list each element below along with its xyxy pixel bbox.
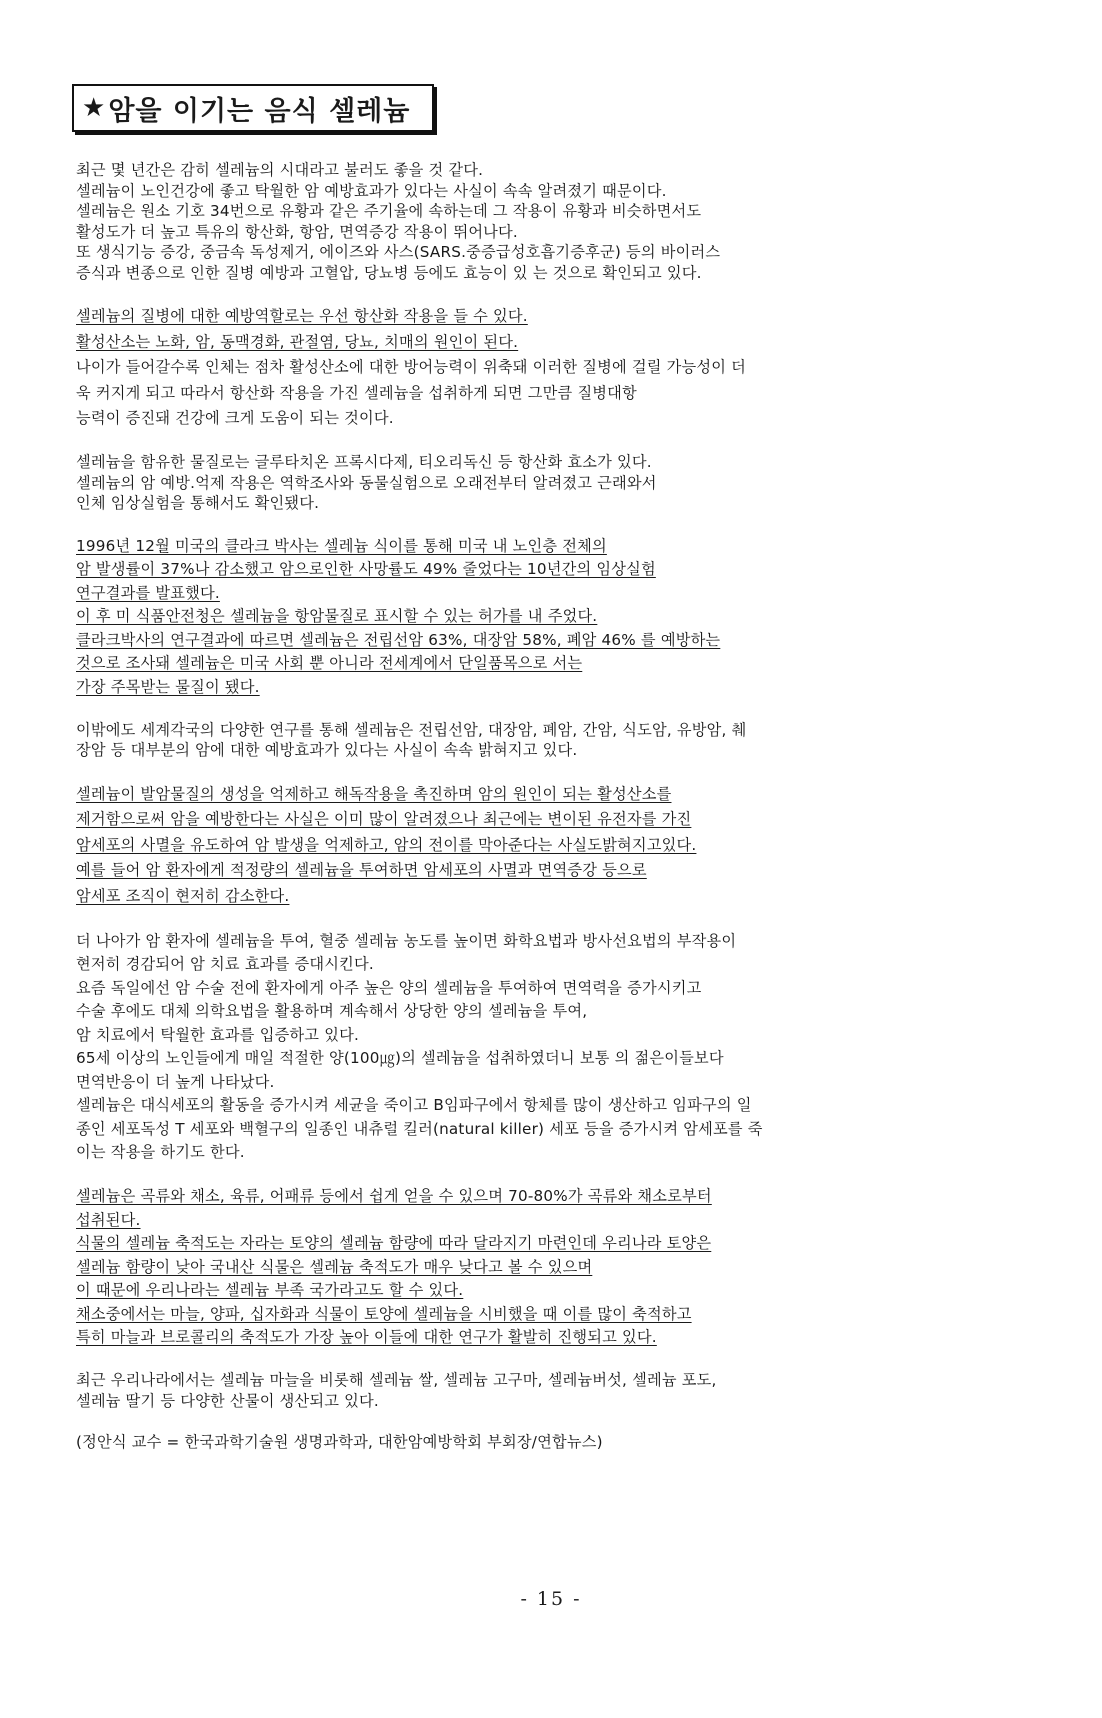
- text-line: [76, 1118, 976, 1142]
- text-line: [76, 452, 976, 473]
- text-line: [76, 740, 976, 761]
- line-text: (정안식 교수 = 한국과학기술원 생명과학과, 대한암예방학회 부회장/연합뉴스): [76, 1433, 603, 1452]
- text-line: [76, 263, 976, 284]
- text-line: [76, 1370, 976, 1391]
- text-line: [76, 977, 976, 1001]
- paragraph: [76, 720, 976, 761]
- underlined-text: 암 발생률이 37%나 감소했고 암으로인한 사망률도 49% 줄었다는 10년간의 임상실험: [76, 560, 656, 579]
- text-line: [76, 473, 976, 494]
- article-body: [76, 160, 976, 1473]
- paragraph: [76, 535, 976, 700]
- underlined-text: 예를 들어 암 환자에게 적정량의 셀레늄을 투여하면 암세포의 사멸과 면역증강 등으로: [76, 861, 647, 879]
- line-text: 종인 세포독성 T 세포와 백혈구의 일종인 내츄럴 킬러(natural killer) 세포 등을 증가시켜 암세포를 죽: [76, 1119, 763, 1138]
- paragraph: [76, 930, 976, 1165]
- underlined-text: 셀레늄이 발암물질의 생성을 억제하고 해독작용을 촉진하며 암의 원인이 되는 활성산소를: [76, 784, 672, 803]
- text-line: [76, 242, 976, 263]
- line-text: 셀레늄은 대식세포의 활동을 증가시켜 세균을 죽이고 B임파구에서 항체를 많이 생산하고 임파구의 일: [76, 1096, 752, 1115]
- text-line: [76, 330, 976, 356]
- underlined-text: 제거함으로써 암을 예방한다는 사실은 이미 많이 알려졌으나 최근에는 변이된 유전자를 가진: [76, 810, 692, 828]
- underlined-text: 섭취된다.: [76, 1210, 141, 1229]
- line-text: 셀레늄의 암 예방.억제 작용은 역학조사와 동물실험으로 오래전부터 알려졌고 근래와서: [76, 473, 657, 492]
- text-line: [76, 1232, 976, 1256]
- line-text: 65세 이상의 노인들에게 매일 적절한 양(100㎍)의 셀레늄을 섭취하였더니 보통 의 젊은이들보다: [76, 1049, 724, 1068]
- underlined-text: 셀레늄은 곡류와 채소, 육류, 어패류 등에서 쉽게 얻을 수 있으며 70-80%가 곡류와 채소로부터: [76, 1187, 712, 1206]
- line-text: 셀레늄을 함유한 물질로는 글루타치온 프록시다제, 티오리독신 등 항산화 효소가 있다.: [76, 453, 652, 472]
- text-line: [76, 1326, 976, 1350]
- text-line: [76, 558, 976, 582]
- paragraph: [76, 1185, 976, 1350]
- line-text: 셀레늄은 원소 기호 34번으로 유황과 같은 주기율에 속하는데 그 작용이 유황과 비슷하면서도: [76, 202, 702, 221]
- line-text: 장암 등 대부분의 암에 대한 예방효과가 있다는 사실이 속속 밝혀지고 있다.: [76, 741, 578, 760]
- underlined-text: 연구결과를 발표했다.: [76, 583, 220, 602]
- text-line: [76, 858, 976, 884]
- text-line: [76, 1185, 976, 1209]
- line-text: 요즘 독일에선 암 수술 전에 환자에게 아주 높은 양의 셀레늄을 투여하여 면역력을 증가시키고: [76, 978, 702, 997]
- text-line: [76, 1256, 976, 1280]
- underlined-text: 채소중에서는 마늘, 양파, 십자화과 식물이 토양에 셀레늄을 시비했을 때 이를 많이 축적하고: [76, 1304, 692, 1323]
- paragraph: [76, 304, 976, 432]
- article-title: 암을 이기는 음식 셀레늄: [108, 95, 411, 127]
- text-line: [76, 1094, 976, 1118]
- text-line: [76, 953, 976, 977]
- underlined-text: 이 후 미 식품안전청은 셀레늄을 항암물질로 표시할 수 있는 허가를 내 주었다.: [76, 607, 598, 626]
- line-text: 나이가 들어갈수록 인체는 점차 활성산소에 대한 방어능력이 위축돼 이러한 질병에 걸릴 가능성이 더: [76, 358, 747, 377]
- text-line: [76, 629, 976, 653]
- text-line: [76, 676, 976, 700]
- line-text: 수술 후에도 대체 의학요법을 활용하며 계속해서 상당한 양의 셀레늄을 투여,: [76, 1002, 588, 1021]
- text-line: [76, 1000, 976, 1024]
- text-line: [76, 1391, 976, 1412]
- line-text: 더 나아가 암 환자에 셀레늄을 투여, 혈중 셀레늄 농도를 높이면 화학요법과 방사선요법의 부작용이: [76, 931, 737, 950]
- text-line: [76, 807, 976, 833]
- line-text: 최근 몇 년간은 감히 셀레늄의 시대라고 불러도 좋을 것 같다.: [76, 161, 484, 179]
- text-line: [76, 1071, 976, 1095]
- text-line: [76, 355, 976, 381]
- text-line: [76, 535, 976, 559]
- line-text: 면역반응이 더 높게 나타났다.: [76, 1072, 275, 1091]
- underlined-text: 암세포 조직이 현저히 감소한다.: [76, 886, 290, 905]
- line-text: 능력이 증진돼 건강에 크게 도움이 되는 것이다.: [76, 409, 394, 428]
- line-text: 이는 작용을 하기도 한다.: [76, 1143, 245, 1162]
- text-line: [76, 582, 976, 606]
- underlined-text: 클라크박사의 연구결과에 따르면 셀레늄은 전립선암 63%, 대장암 58%, 폐암 46% 를 예방하는: [76, 630, 721, 649]
- page-number: - 15 -: [520, 1588, 582, 1610]
- line-text: 활성도가 더 높고 특유의 항산화, 항암, 면역증강 작용이 뛰어나다.: [76, 222, 518, 241]
- text-line: [76, 833, 976, 859]
- text-line: [76, 930, 976, 954]
- star-icon: ★: [82, 93, 107, 123]
- text-line: [76, 1209, 976, 1233]
- underlined-text: 셀레늄 함량이 낮아 국내산 식물은 셀레늄 축적도가 매우 낮다고 볼 수 있으며: [76, 1257, 593, 1276]
- paragraph: [76, 452, 976, 514]
- text-line: [76, 605, 976, 629]
- underlined-text: 이 때문에 우리나라는 셀레늄 부족 국가라고도 할 수 있다.: [76, 1281, 464, 1300]
- line-text: 암 치료에서 탁월한 효과를 입증하고 있다.: [76, 1025, 359, 1044]
- line-text: 인체 임상실험을 통해서도 확인됐다.: [76, 494, 320, 513]
- underlined-text: 셀레늄의 질병에 대한 예방역할로는 우선 항산화 작용을 들 수 있다.: [76, 307, 528, 326]
- line-text: 셀레늄 딸기 등 다양한 산물이 생산되고 있다.: [76, 1391, 379, 1410]
- line-text: 최근 우리나라에서는 셀레늄 마늘을 비롯해 셀레늄 쌀, 셀레늄 고구마, 셀레늄버섯, 셀레늄 포도,: [76, 1371, 717, 1390]
- text-line: [76, 652, 976, 676]
- text-line: [76, 160, 976, 181]
- paragraph: [76, 160, 976, 284]
- text-line: [76, 720, 976, 741]
- line-text: 이밖에도 세계각국의 다양한 연구를 통해 셀레늄은 전립선암, 대장암, 폐암, 간암, 식도암, 유방암, 췌: [76, 720, 747, 739]
- text-line: [76, 1047, 976, 1071]
- line-text: 셀레늄이 노인건강에 좋고 탁월한 암 예방효과가 있다는 사실이 속속 알려졌기 때문이다.: [76, 181, 667, 200]
- paragraph: [76, 1432, 976, 1453]
- text-line: [76, 1279, 976, 1303]
- underlined-text: 암세포의 사멸을 유도하여 암 발생을 억제하고, 암의 전이를 막아준다는 사실도밝혀지고있다.: [76, 835, 697, 854]
- underlined-text: 1996년 12월 미국의 클라크 박사는 셀레늄 식이를 통해 미국 내 노인층 전체의: [76, 536, 607, 555]
- underlined-text: 식물의 셀레늄 축적도는 자라는 토양의 셀레늄 함량에 따라 달라지기 마련인데 우리나라 토양은: [76, 1234, 712, 1253]
- underlined-text: 가장 주목받는 물질이 됐다.: [76, 677, 260, 696]
- text-line: [76, 1303, 976, 1327]
- text-line: [76, 406, 976, 432]
- paragraph: [76, 1370, 976, 1411]
- underlined-text: 것으로 조사돼 셀레늄은 미국 사회 뿐 아니라 전세계에서 단일품목으로 서는: [76, 654, 583, 673]
- text-line: [76, 222, 976, 243]
- article-title-box: [72, 84, 434, 132]
- paragraph: [76, 782, 976, 910]
- text-line: [76, 782, 976, 808]
- line-text: 현저히 경감되어 암 치료 효과를 증대시킨다.: [76, 955, 374, 974]
- text-line: [76, 1024, 976, 1048]
- line-text: 욱 커지게 되고 따라서 항산화 작용을 가진 셀레늄을 섭취하게 되면 그만큼 질병대항: [76, 383, 637, 402]
- text-line: [76, 884, 976, 910]
- line-text: 또 생식기능 증강, 중금속 독성제거, 에이즈와 사스(SARS.중증급성호흡기증후군) 등의 바이러스: [76, 243, 721, 262]
- text-line: [76, 304, 976, 330]
- text-line: [76, 201, 976, 222]
- underlined-text: 활성산소는 노화, 암, 동맥경화, 관절염, 당뇨, 치매의 원인이 된다.: [76, 332, 519, 351]
- line-text: 증식과 변종으로 인한 질병 예방과 고혈압, 당뇨병 등에도 효능이 있 는 것으로 확인되고 있다.: [76, 263, 702, 282]
- text-line: [76, 493, 976, 514]
- underlined-text: 특히 마늘과 브로콜리의 축적도가 가장 높아 이들에 대한 연구가 활발히 진행되고 있다.: [76, 1328, 657, 1347]
- text-line: [76, 1432, 976, 1453]
- text-line: [76, 181, 976, 202]
- text-line: [76, 1141, 976, 1165]
- text-line: [76, 381, 976, 407]
